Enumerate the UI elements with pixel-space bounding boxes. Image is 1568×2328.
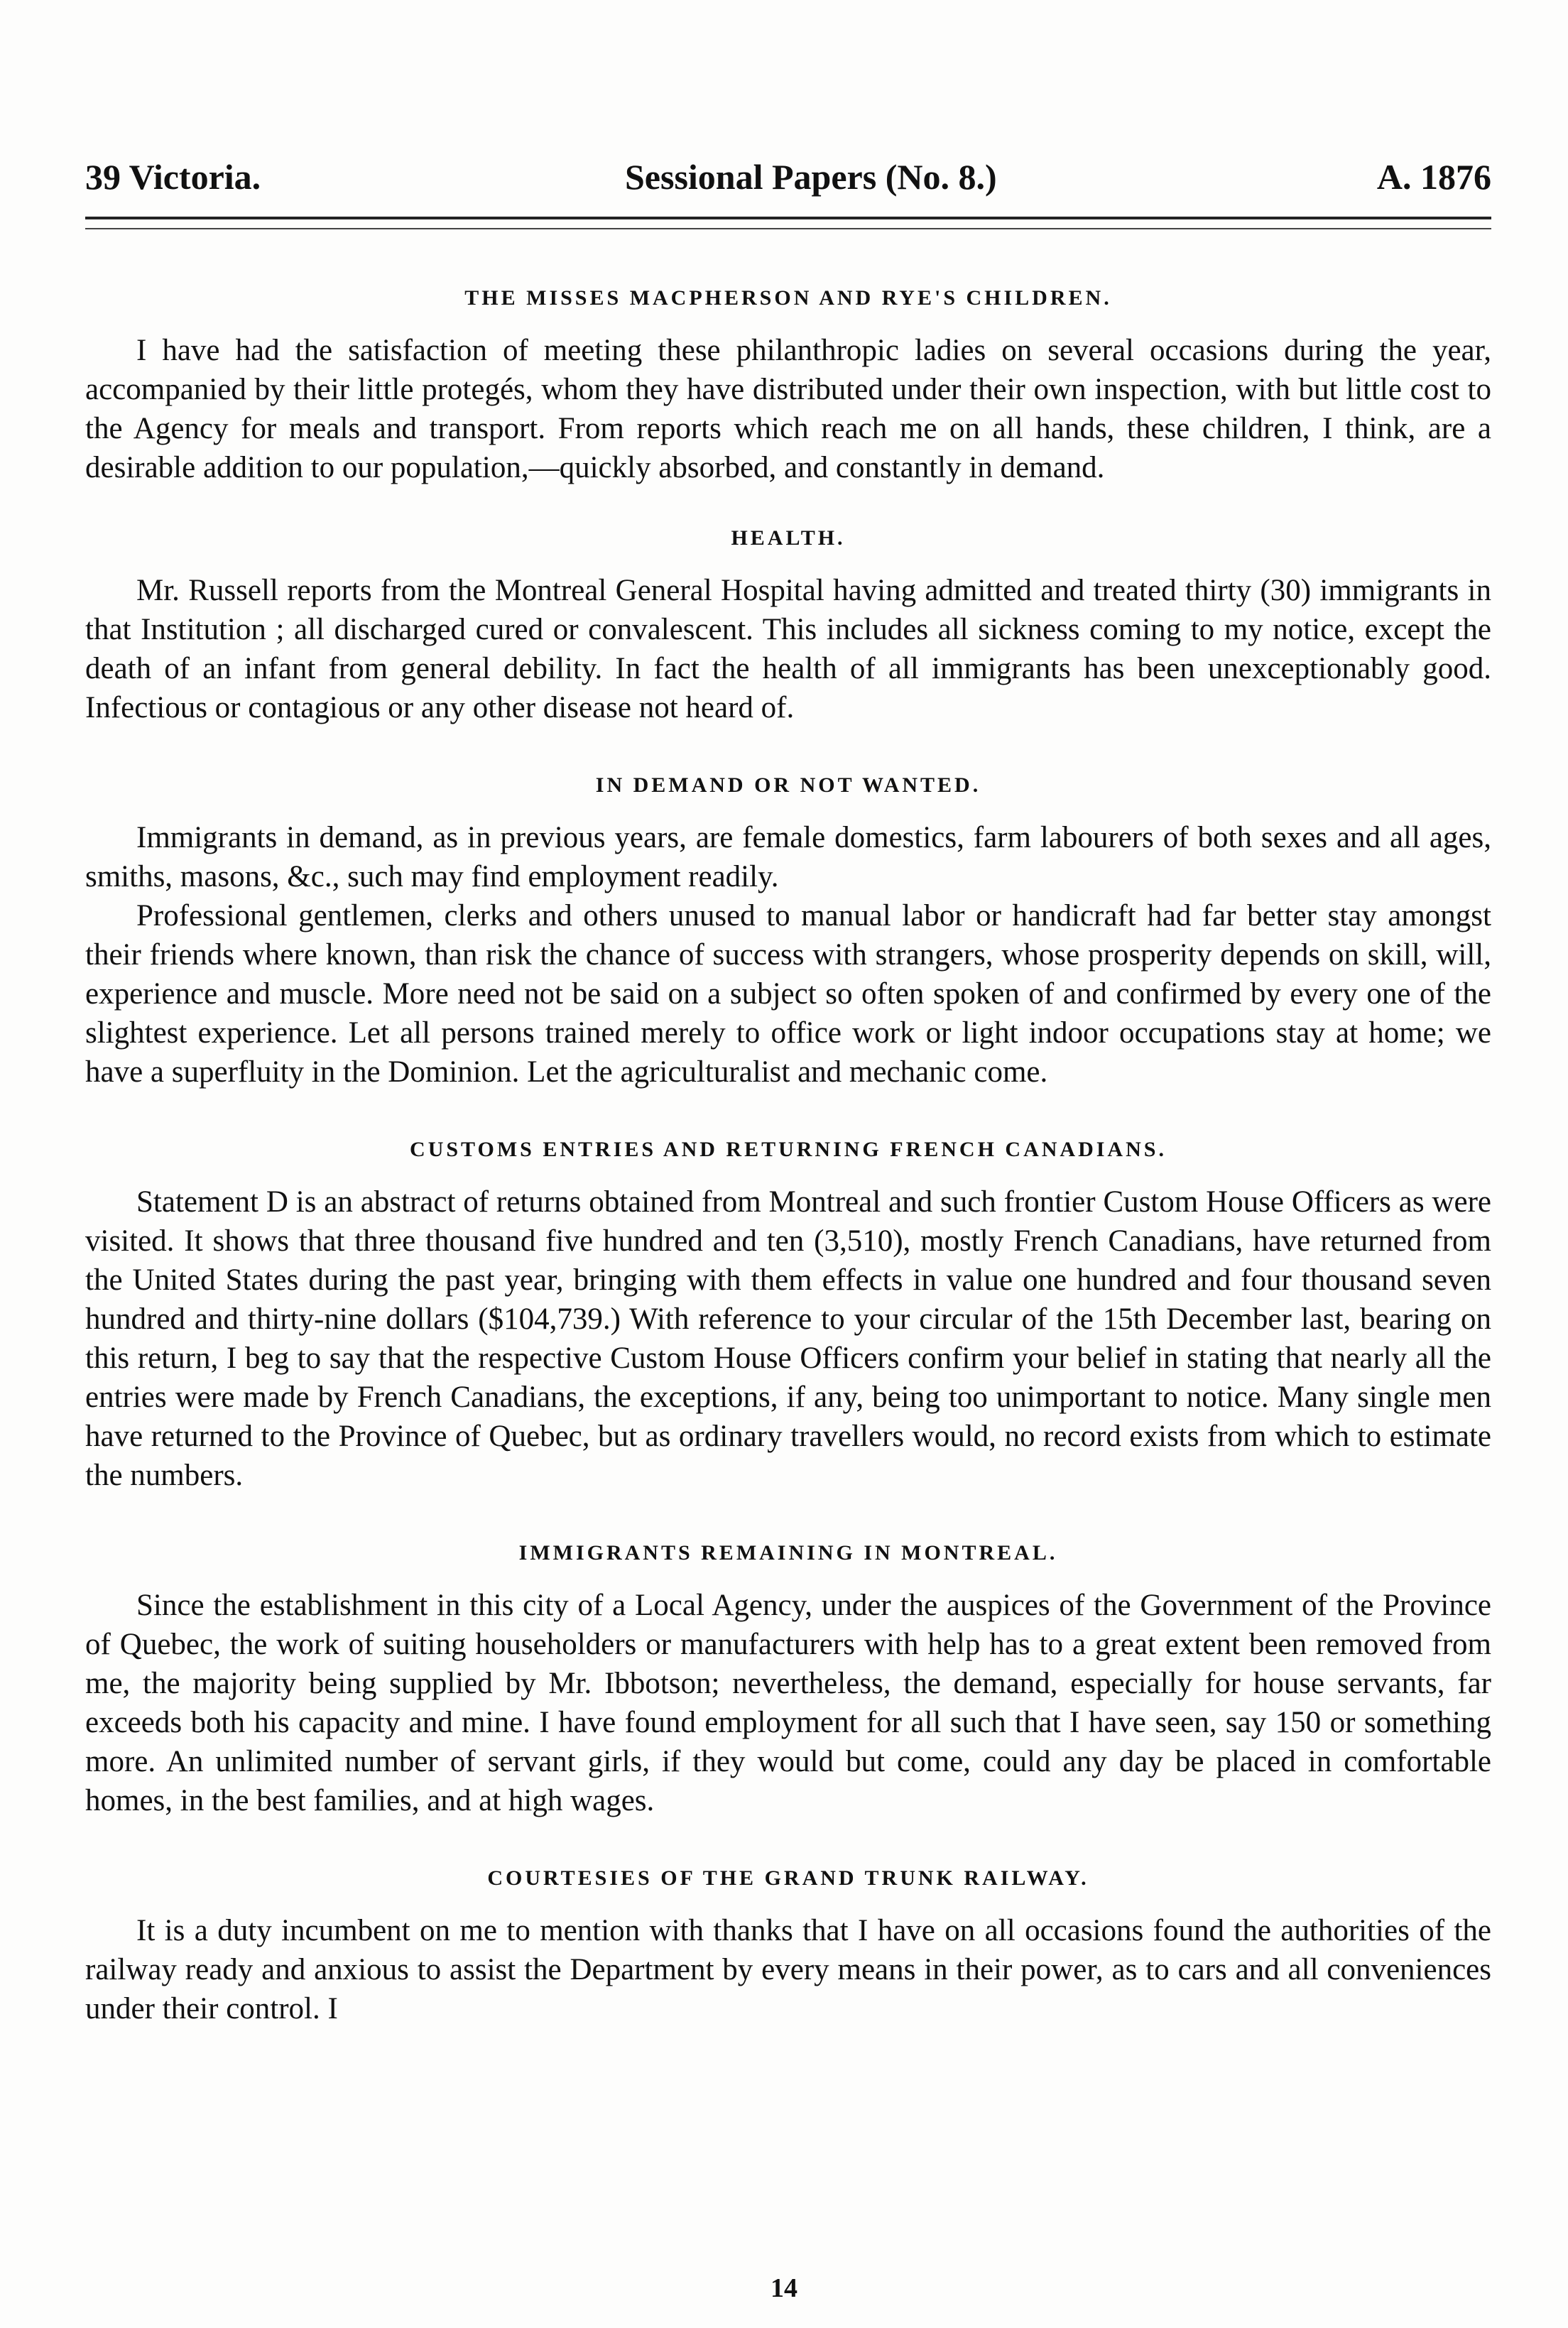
paragraph: Professional gentlemen, clerks and others unused to manual labor or handicraft had far better stay amongst their friends where known, than risk the chance of success with strangers, whose prosperity depends on skill, will, experience and muscle. More need not be said on a subject so often spoken of and confirmed by every one of the slightest experience. Let all persons trained merely to office work or light indoor occupations stay at home; we have a superfluity in the Dominion. Let the agriculturalist and mechanic come. bbox=[85, 899, 1491, 1089]
section-railway bbox=[85, 1864, 1491, 2028]
section-heading: IN DEMAND OR NOT WANTED. bbox=[595, 773, 981, 797]
section-children bbox=[85, 284, 1491, 487]
header-title: Sessional Papers (No. 8.) bbox=[625, 157, 997, 197]
running-header bbox=[85, 149, 1491, 206]
section-demand bbox=[85, 771, 1491, 1092]
section-heading: IMMIGRANTS REMAINING IN MONTREAL. bbox=[518, 1541, 1058, 1565]
section-montreal bbox=[85, 1539, 1491, 1820]
section-customs bbox=[85, 1136, 1491, 1495]
header-series: A. 1876 bbox=[1376, 157, 1491, 197]
page-number: 14 bbox=[771, 2273, 797, 2303]
section-heading: THE MISSES MACPHERSON AND RYE'S CHILDREN. bbox=[464, 286, 1112, 310]
paragraph: It is a duty incumbent on me to mention with thanks that I have on all occasions found the authorities of the railway ready and anxious to assist the Department by every means in their power, as to cars and all conveniences under their control. I bbox=[85, 1914, 1491, 2025]
header-rule bbox=[85, 217, 1491, 229]
paragraph: I have had the satisfaction of meeting these philanthropic ladies on several occasions during the year, accompanied by their little protegés, whom they have distributed under their own inspection, with but little cost to the Agency for meals and transport. From reports which reach me on all hands, these children, I think, are a desirable addition to our population,—quickly absorbed, and constantly in demand. bbox=[85, 334, 1491, 484]
paragraph: Statement D is an abstract of returns obtained from Montreal and such frontier Custom House Officers as were visited. It shows that three thousand five hundred and ten (3,510), mostly French Canadians, have returned from the United States during the past year, bringing with them effects in value one hundred and four thousand seven hundred and thirty-nine dollars ($104,739.) With reference to your circular of the 15th December last, bearing on this return, I beg to say that the respective Custom House Officers confirm your belief in stating that nearly all the entries were made by French Canadians, the exceptions, if any, being too unimportant to notice. Many single men have returned to the Province of Quebec, but as ordinary travellers would, no record exists from which to estimate the numbers. bbox=[85, 1185, 1491, 1492]
header-volume: 39 Victoria. bbox=[85, 157, 261, 197]
section-heading: HEALTH. bbox=[731, 526, 846, 550]
section-health bbox=[85, 524, 1491, 727]
section-heading: COURTESIES OF THE GRAND TRUNK RAILWAY. bbox=[487, 1866, 1089, 1890]
paragraph: Immigrants in demand, as in previous years, are female domestics, farm labourers of both sexes and all ages, smiths, masons, &c., such may find employment readily. bbox=[85, 821, 1491, 893]
paragraph: Mr. Russell reports from the Montreal General Hospital having admitted and treated thirty (30) immigrants in that Institution ; all discharged cured or convalescent. This includes all sickness coming to my notice, except the death of an infant from general debility. In fact the health of all immigrants has been unexceptionably good. Infectious or contagious or any other disease not heard of. bbox=[85, 574, 1491, 724]
page-body bbox=[85, 284, 1491, 2028]
section-heading: CUSTOMS ENTRIES AND RETURNING FRENCH CANADIANS. bbox=[410, 1138, 1167, 1161]
paragraph: Since the establishment in this city of a Local Agency, under the auspices of the Government of the Province of Quebec, the work of suiting householders or manufacturers with help has to a great extent been removed from me, the majority being supplied by Mr. Ibbotson; nevertheless, the demand, especially for house servants, far exceeds both his capacity and mine. I have found employment for all such that I have seen, say 150 or something more. An unlimited number of servant girls, if they would but come, could any day be placed in comfortable homes, in the best families, and at high wages. bbox=[85, 1589, 1491, 1817]
